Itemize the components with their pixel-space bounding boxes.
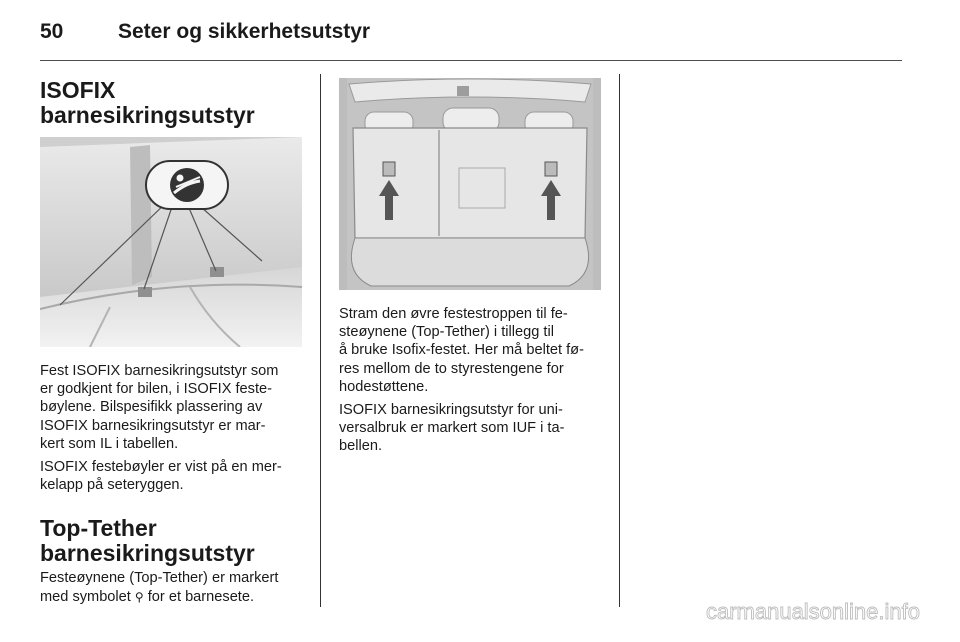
column-divider [320, 74, 321, 607]
isofix-paragraph: ISOFIX festebøyler er vist på en mer- kelapp på seteryggen. [40, 459, 282, 494]
page-header [40, 20, 370, 46]
isofix-paragraph: Fest ISOFIX barnesikringsutstyr som er godkjent for bilen, i ISOFIX feste- bøylene. Bilspesifikk plassering av ISOFIX barnesikringsutstyr er mar- kert som IL i tabellen. [40, 363, 279, 452]
isofix-text [40, 362, 304, 494]
isofix-seat-illustration [40, 137, 302, 347]
top-tether-paragraph: Festeøynene (Top-Tether) er markert med symbolet ⚲ for et barnesete. [40, 570, 279, 605]
column-divider [619, 74, 620, 607]
isofix-heading: ISOFIX barnesikringsutstyr [40, 77, 255, 128]
top-tether-paragraph: Stram den øvre festestroppen til fe- steøynene (Top-Tether) i tillegg til å bruke Isofix-festet. Her må beltet fø- res mellom de to styrestengene for hodestøttene. [339, 306, 584, 395]
trunk-top-tether-illustration [339, 78, 601, 290]
top-tether-icon: ⚲ [134, 589, 144, 604]
svg-text:carmanualsonline.info: carmanualsonline.info [705, 599, 920, 624]
section-title: Seter og sikkerhetsutstyr [118, 20, 371, 43]
top-tether-heading: Top-Tether barnesikringsutstyr [40, 515, 255, 567]
header-rule [40, 60, 902, 61]
top-tether-text [339, 305, 604, 456]
left-column [40, 78, 304, 606]
page-number: 50 [40, 20, 64, 43]
top-tether-paragraph: ISOFIX barnesikringsutstyr for uni- versalbruk er markert som IUF i ta- bellen. [339, 402, 565, 455]
middle-column [339, 78, 604, 456]
watermark [630, 599, 920, 630]
